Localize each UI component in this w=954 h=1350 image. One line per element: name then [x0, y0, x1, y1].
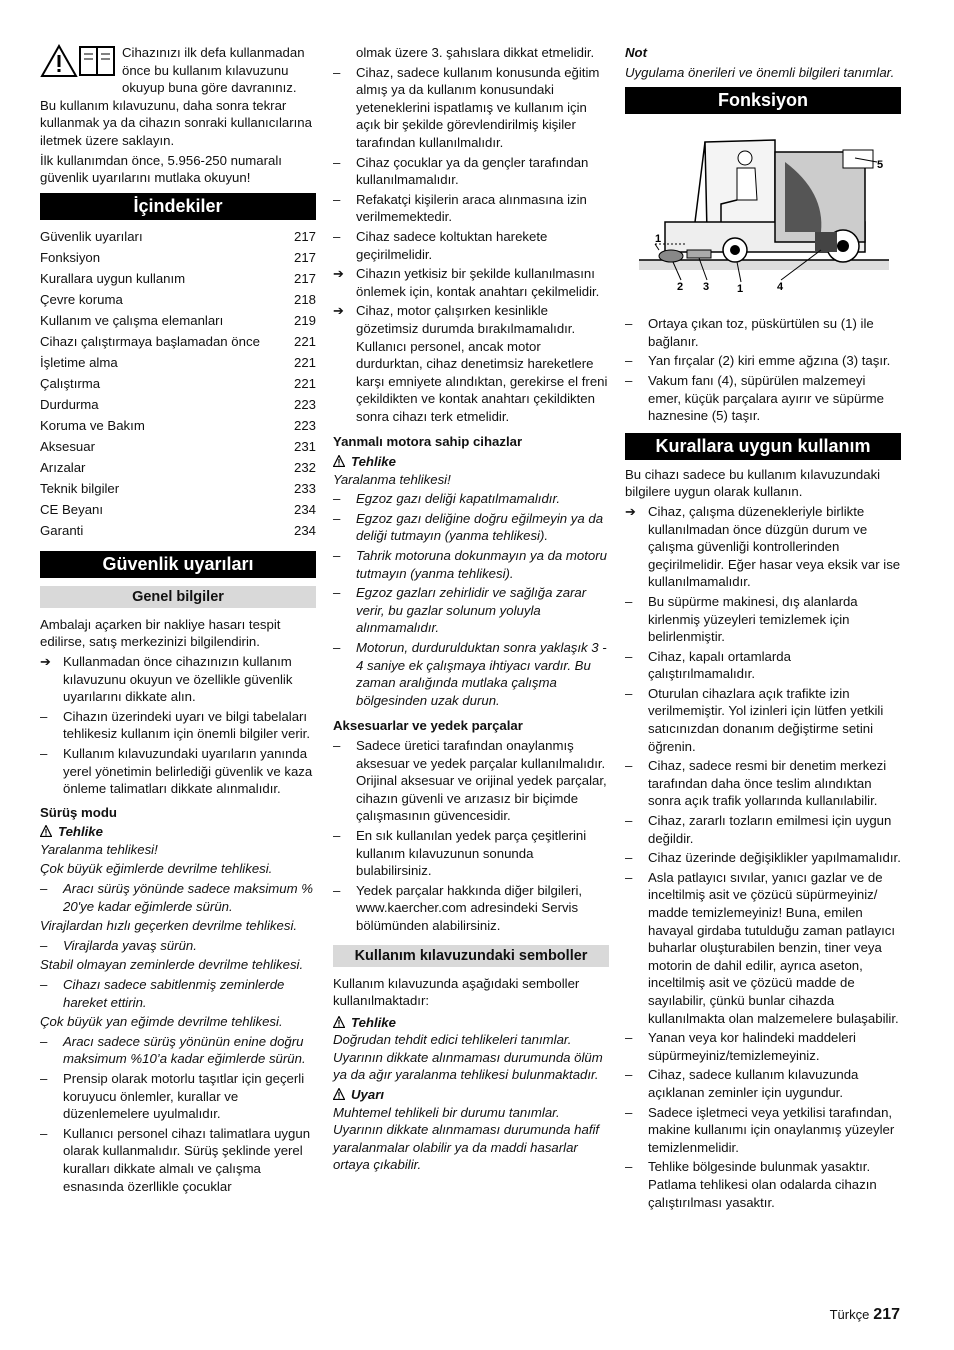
- dash-bullet: –: [625, 1030, 633, 1046]
- driving-l3: Virajlardan hızlı geçerken devrilme tehlikesi.: [40, 918, 298, 934]
- column-3: [625, 44, 901, 1213]
- arrow-bullet-icon: ➔: [40, 653, 52, 669]
- engine-item-text: Egzoz gazı deliği kapatılmamalıdır.: [356, 491, 561, 507]
- driving-l1: Yaralanma tehlikesi!: [40, 841, 158, 857]
- col2-item-text: Cihaz sadece koltuktan harekete geçirilmelidir.: [356, 228, 548, 262]
- toc-entry-page: 219: [293, 312, 316, 328]
- accessories-items: [333, 737, 609, 935]
- toc-entry: [40, 415, 316, 436]
- driving-n2: – Kullanıcı personel cihazı talimatlara uygun olarak kullanmalıdır. Sürüş şeklinde yerel kuralları dikkate almalı ve çalışma esnasında özerllikle çocuklar: [40, 1125, 311, 1194]
- toc-entry-page: 231: [293, 438, 316, 454]
- engine-item: [333, 510, 609, 545]
- toc-entry-page: 221: [293, 333, 316, 349]
- toc-entry: [40, 520, 316, 541]
- toc-entry-label: Koruma ve Bakım: [40, 417, 145, 433]
- symbols-danger: [333, 1014, 609, 1032]
- dash-bullet: –: [333, 827, 341, 843]
- toc-entry-page: 234: [293, 522, 316, 538]
- engine-item-text: Egzoz gazları zehirlidir ve sağlığa zarar verir, bu gazlar solunum yoluyla alınmamalıdır.: [356, 585, 587, 636]
- toc-entry-label: İşletime alma: [40, 354, 118, 370]
- arrow-bullet-icon: ➔: [333, 266, 345, 282]
- dash-bullet: –: [625, 593, 633, 609]
- dash-bullet: –: [333, 548, 341, 564]
- dash-bullet: –: [40, 745, 48, 761]
- general-item: [40, 653, 316, 706]
- warning-triangle-icon: [333, 454, 345, 466]
- toc-entry-label: Cihazı çalıştırmaya başlamadan önce: [40, 333, 260, 349]
- function-item: [625, 372, 901, 425]
- footer-language: Türkçe: [829, 1307, 870, 1322]
- toc-entry-page: 221: [293, 375, 316, 391]
- toc-entry: [40, 268, 316, 289]
- accessory-item-text: En sık kullanılan yedek parça çeşitlerini kullanım kılavuzunun sonunda bulabilirsiniz.: [356, 827, 587, 879]
- toc-entry-page: 217: [293, 228, 316, 244]
- dash-bullet: –: [333, 64, 341, 80]
- dash-bullet: –: [333, 228, 341, 244]
- toc-entry-label: Çalıştırma: [40, 375, 101, 391]
- figure-label-1a: 1: [655, 233, 662, 246]
- symbols-warning: [333, 1086, 609, 1104]
- intended-item: [625, 1066, 901, 1101]
- warning-manual-icon: [40, 44, 116, 83]
- general-item-text: Cihazın üzerindeki uyarı ve bilgi tabelaları tehlikesiz kullanım için önemli bilgiler verir.: [63, 708, 310, 742]
- dash-bullet: –: [333, 491, 341, 507]
- dash-bullet: –: [333, 191, 341, 207]
- dash-bullet: –: [40, 708, 48, 724]
- toc-entry: [40, 394, 316, 415]
- intended-item-text: Cihaz, sadece resmi bir denetim merkezi tarafından daha önce teslim alındıktan sonra açık trafik yollarında kullanılabilir.: [648, 758, 887, 809]
- toc-entry-label: Aksesuar: [40, 438, 95, 454]
- figure-label-1b: 1: [737, 283, 744, 296]
- toc-entry: [40, 289, 316, 310]
- toc-entry: [40, 373, 316, 394]
- dash-bullet: –: [333, 882, 341, 898]
- dash-bullet: –: [625, 813, 633, 829]
- dash-bullet: –: [625, 869, 633, 885]
- intended-item-text: Oturulan cihazlara açık trafikte izin verilmemiştir. Yol izinleri için lütfen yetkili satıcınızdan donanım değiştirme setini öğrenin.: [648, 685, 884, 754]
- toc-entry-page: 223: [293, 396, 316, 412]
- driving-warning: [40, 823, 316, 841]
- symbols-warning-text: Muhtemel tehlikeli bir durumu tanımlar. Uyarının dikkate alınmaması durumunda hafif yaralanmalar olabilir ya da maddi hasarlar ortaya çıkabilir.: [333, 1104, 600, 1173]
- col2-item: [333, 265, 609, 300]
- symbols-warning-label: Uyarı: [351, 1087, 384, 1103]
- dash-bullet: –: [333, 640, 341, 655]
- intro: [40, 44, 316, 187]
- engine-item: [333, 490, 609, 508]
- general-item-text: Kullanmadan önce cihazınızın kullanım kılavuzunu okuyun ve özellikle güvenlik uyarılarını dikkate alın.: [63, 653, 293, 705]
- intended-item-text: Tehlike bölgesinde bulunmak yasaktır. Patlama tehlikesi olan odalarda cihazın çalıştırılması yasaktır.: [648, 1159, 877, 1210]
- dash-bullet: –: [625, 353, 633, 369]
- col2-continuation: olmak üzere 3. şahıslara dikkat etmelidir.: [356, 45, 595, 60]
- col2-item: [333, 154, 609, 189]
- driving-i4: – Aracı sadece sürüş yönünün enine doğru maksimum %10’a kadar eğimlerde sürün.: [40, 1033, 306, 1067]
- symbols-danger-label: Tehlike: [351, 1014, 396, 1030]
- driving-l4: Stabil olmayan zeminlerde devrilme tehlikesi.: [40, 957, 304, 973]
- accessories-title: Aksesuarlar ve yedek parçalar: [333, 718, 523, 734]
- column-1: [40, 44, 316, 1197]
- warning-triangle-icon: [333, 1087, 345, 1099]
- engine-warning: [333, 453, 609, 471]
- general-title: Genel bilgiler: [40, 586, 316, 608]
- toc-entry-label: Fonksiyon: [40, 249, 101, 265]
- warning-triangle-icon: [40, 824, 52, 836]
- dash-bullet: –: [625, 1067, 633, 1083]
- col2-item-text: Cihaz, sadece kullanım konusunda eğitim almış ya da kullanım konusundaki yeteneklerini ispatlamış ve kullanım için açık bir şekilde görevlendirilmiş kişiler tarafından kullanılmalıdır.: [356, 64, 600, 150]
- dash-bullet: –: [625, 1159, 633, 1175]
- intended-item-text: Cihaz üzerinde değişiklikler yapılmamalıdır.: [648, 850, 901, 866]
- dash-bullet: –: [333, 510, 341, 526]
- engine-item-text: Motorun, durdurulduktan sonra yaklaşık 3 - 4 saniye ek çalışmaya ihtiyacı vardır. Bu zaman aralığında mutlaka çalışma bölgesinden uzak durun.: [356, 640, 607, 708]
- sweeper-figure: [625, 122, 901, 307]
- col2-item-text: Cihaz, motor çalışırken kesinlikle gözetimsiz durumda bırakılmamalıdır. Kullanıcı personel, ancak motor durdurktan, cihaz denetimsiz hareketlere karşı emniyete alındıktan, gerekirse el freni çekildikten ve kontak anahtarı çekildikten sonra cihazı terk etmelidir.: [356, 303, 608, 424]
- intended-item-text: Asla patlayıcı sıvılar, yanıcı gazlar ve de inceltilmiş asit ve çözücü süpürmeyiniz/ madde temizlemeyiniz! Buna, emilen havayal girdaba tutulduğu zaman patlayıcı buharlar oluşturabilen benzin, tiner veya motorin de dahil edilir, ayrıca aseton, inceltilmiş asit ve çözücü madde de sayılabilir, çünkü bunlar cihazda kullanılmakta olan malzemelere bulaşabilir.: [648, 869, 899, 1026]
- intended-item-text: Sadece işletmeci veya yetkilisi tarafından, makine kullanımı için onaylanmış yüzeyler temizlenmelidir.: [648, 1104, 895, 1155]
- toc-entry-page: 233: [293, 480, 316, 496]
- engine-items: [333, 490, 609, 709]
- intended-title: Kurallara uygun kullanım: [625, 433, 901, 460]
- general-p1: Ambalajı açarken bir nakliye hasarı tespit edilirse, satış merkezinizi bilgilendirin.: [40, 616, 281, 650]
- function-item-text: Vakum fanı (4), süpürülen malzemeyi emer, küçük parçalara ayırır ve süpürme haznesine (5) taşır.: [648, 372, 885, 424]
- function-items: [625, 315, 901, 425]
- intended-item: [625, 1029, 901, 1064]
- intended-item: [625, 1158, 901, 1211]
- symbols-title: Kullanım kılavuzundaki semboller: [333, 945, 609, 967]
- dash-bullet: –: [625, 648, 633, 664]
- toc-entry-label: Kurallara uygun kullanım: [40, 270, 186, 286]
- page-number: 217: [873, 1306, 900, 1323]
- dash-bullet: –: [625, 1104, 633, 1120]
- symbols-p1: Kullanım kılavuzunda aşağıdaki semboller kullanılmaktadır:: [333, 975, 580, 1009]
- toc-entry: [40, 499, 316, 520]
- col2-item-text: Cihaz çocuklar ya da gençler tarafından kullanılmamalıdır.: [356, 154, 589, 188]
- intended-item: [625, 593, 901, 646]
- driving-l5: Çok büyük yan eğimde devrilme tehlikesi.: [40, 1014, 283, 1030]
- intended-item-text: Yanan veya kor halindeki maddeleri süpürmeyiniz/temizlemeyiniz.: [648, 1030, 856, 1063]
- driving-l2: Çok büyük eğimlerde devrilme tehlikesi.: [40, 861, 273, 877]
- engine-item: [333, 639, 609, 709]
- toc-entry-page: 217: [293, 249, 316, 265]
- toc-entry: [40, 247, 316, 268]
- function-title: Fonksiyon: [625, 87, 901, 114]
- accessory-item: [333, 882, 609, 935]
- col2-item-text: Cihazın yetkisiz bir şekilde kullanılmasını önlemek için, kontak anahtarı çekilmelidir.: [356, 266, 600, 299]
- note-title: Not: [625, 45, 647, 60]
- driving-i2: – Virajlarda yavaş sürün.: [40, 937, 197, 953]
- column-2: [333, 44, 609, 1176]
- toc-entry-page: 232: [293, 459, 316, 475]
- intended-item: [625, 503, 901, 591]
- driving-i1: – Aracı sürüş yönünde sadece maksimum % 20'ye kadar eğimlerde sürün.: [40, 881, 313, 914]
- intro-safety-note: İlk kullanımdan önce, 5.956-250 numaralı güvenlik uyarılarını mutlaka okuyun!: [40, 152, 282, 186]
- intended-p1: Bu cihazı sadece bu kullanım kılavuzundaki bilgilere uygun olarak kullanın.: [625, 466, 881, 500]
- accessory-item-text: Yedek parçalar hakkında diğer bilgileri, www.kaercher.com adresindeki Servis bölümünden alabilirsiniz.: [356, 882, 583, 933]
- intended-item: [625, 812, 901, 847]
- general-items: [40, 653, 316, 798]
- toc-entry: [40, 310, 316, 331]
- figure-label-4: 4: [777, 281, 784, 294]
- general-item-text: Kullanım kılavuzundaki uyarıların yanında yerel yönetimin belirlediği güvenlik ve kaza önleme talimatları dikkate alınmalıdır.: [63, 745, 313, 797]
- intended-item-text: Cihaz, zararlı tozların emilmesi için uygun değildir.: [648, 813, 892, 846]
- engine-item: [333, 584, 609, 637]
- toc-entry: [40, 457, 316, 478]
- function-item: [625, 352, 901, 370]
- toc-title: İçindekiler: [40, 193, 316, 220]
- safety-title: Güvenlik uyarıları: [40, 551, 316, 578]
- dash-bullet: –: [333, 737, 341, 753]
- dash-bullet: –: [625, 758, 633, 774]
- arrow-bullet-icon: ➔: [625, 503, 637, 519]
- col2-item: [333, 302, 609, 425]
- intended-item: [625, 1104, 901, 1157]
- accessory-item: [333, 827, 609, 880]
- function-item-text: Ortaya çıkan toz, püskürtülen su (1) ile bağlanır.: [648, 316, 874, 349]
- toc-entry-label: Durdurma: [40, 396, 99, 412]
- toc-entry-label: Kullanım ve çalışma elemanları: [40, 312, 224, 328]
- figure-label-2: 2: [677, 281, 684, 294]
- figure-label-3: 3: [703, 281, 710, 294]
- dash-bullet: –: [333, 585, 341, 601]
- dash-bullet: –: [625, 685, 633, 701]
- col2-item: [333, 228, 609, 263]
- toc-entry-page: 221: [293, 354, 316, 370]
- dash-bullet: –: [625, 372, 633, 388]
- toc-entry: [40, 478, 316, 499]
- col2-items: [333, 64, 609, 426]
- engine-item-text: Egzoz gazı deliğine doğru eğilmeyin ya da deliği tutmayın (yanma tehlikesi).: [356, 510, 604, 544]
- toc-entry-page: 223: [293, 417, 316, 433]
- toc-entry-label: Arızalar: [40, 459, 86, 475]
- general-item: [40, 708, 316, 743]
- toc-entry: [40, 331, 316, 352]
- driving-title: Sürüş modu: [40, 804, 117, 820]
- intended-items: [625, 503, 901, 1211]
- intended-item-text: Cihaz, kapalı ortamlarda çalıştırılmamalıdır.: [648, 648, 791, 682]
- function-item: [625, 315, 901, 350]
- toc-entry-page: 218: [293, 291, 316, 307]
- driving-i3: – Cihazı sadece sabitlenmiş zeminlerde hareket ettirin.: [40, 977, 285, 1010]
- figure-label-5: 5: [877, 159, 884, 172]
- driving-warn-label: Tehlike: [58, 824, 103, 840]
- col2-item: [333, 191, 609, 226]
- engine-item-text: Tahrik motoruna dokunmayın ya da motoru tutmayın (yanma tehlikesi).: [356, 548, 607, 581]
- toc-entry-label: Güvenlik uyarıları: [40, 228, 143, 244]
- driving-n1: – Prensip olarak motorlu taşıtlar için geçerli koruyucu önlemler, kurallar ve düzenlemelere uyulmalıdır.: [40, 1071, 305, 1122]
- toc-entry-page: 234: [293, 501, 316, 517]
- toc-entry-page: 217: [293, 270, 316, 286]
- intended-item: [625, 869, 901, 1027]
- intended-item: [625, 849, 901, 867]
- warning-triangle-icon: [333, 1015, 345, 1027]
- dash-bullet: –: [625, 850, 633, 866]
- toc-entry: [40, 352, 316, 373]
- engine-warn-label: Tehlike: [351, 454, 396, 470]
- accessory-item-text: Sadece üretici tarafından onaylanmış aksesuar ve yedek parçalar kullanılmalıdır. Orijinal aksesuar ve orijinal yedek parçalar, cihazın güvenli ve arızasız bir biçimde çalışmasının güvencesidir.: [356, 737, 607, 824]
- toc-list: [40, 226, 316, 541]
- intro-text: Cihazınızı ilk defa kullanmadan önce bu kullanım kılavuzunu okuyup buna göre davranınız. Bu kullanım kılavuzunu, daha sonra tekrar kullanmak ya da cihazın sonraki kullanıcılarına iletmek üzere saklayın.: [40, 45, 312, 148]
- accessory-item: [333, 737, 609, 825]
- intended-item: [625, 685, 901, 755]
- function-item-text: Yan fırçalar (2) kiri emme ağzına (3) taşır.: [648, 353, 891, 369]
- engine-l1: Yaralanma tehlikesi!: [333, 471, 451, 487]
- col2-item: [333, 64, 609, 152]
- symbols-danger-text: Doğrudan tehdit edici tehlikeleri tanımlar. Uyarının dikkate alınmaması durumunda ölüm ya da ağır yaralanma tehlikesi bulunmaktadır.: [333, 1032, 603, 1083]
- page-footer: [830, 1306, 900, 1324]
- note-text: Uygulama önerileri ve önemli bilgileri tanımlar.: [625, 64, 895, 80]
- intended-item-text: Bu süpürme makinesi, dış alanlarda kirlenmiş yüzeyleri temizlemek için belirlenmiştir.: [648, 593, 858, 645]
- toc-entry-label: Çevre koruma: [40, 291, 123, 307]
- intended-item: [625, 757, 901, 810]
- engine-title: Yanmalı motora sahip cihazlar: [333, 434, 523, 450]
- toc-entry: [40, 436, 316, 457]
- toc-entry-label: CE Beyanı: [40, 501, 104, 517]
- intended-item: [625, 648, 901, 683]
- intended-item-text: Cihaz, sadece kullanım kılavuzunda açıklanan zeminler için uygundur.: [648, 1067, 859, 1100]
- toc-entry-label: Garanti: [40, 522, 84, 538]
- toc-entry-label: Teknik bilgiler: [40, 480, 120, 496]
- general-item: [40, 745, 316, 798]
- dash-bullet: –: [333, 154, 341, 170]
- intended-item-text: Cihaz, çalışma düzenekleriyle birlikte kullanılmadan önce düzgün durum ve çalışma güvenliği kontrollerinden geçirilmelidir. Eğer hasar veya eksik var ise kullanılmamalıdır.: [648, 503, 901, 590]
- toc-entry: [40, 226, 316, 247]
- arrow-bullet-icon: ➔: [333, 303, 345, 319]
- col2-item-text: Refakatçi kişilerin araca alınmasına izin verilmemektedir.: [356, 191, 587, 225]
- engine-item: [333, 547, 609, 582]
- dash-bullet: –: [625, 316, 633, 332]
